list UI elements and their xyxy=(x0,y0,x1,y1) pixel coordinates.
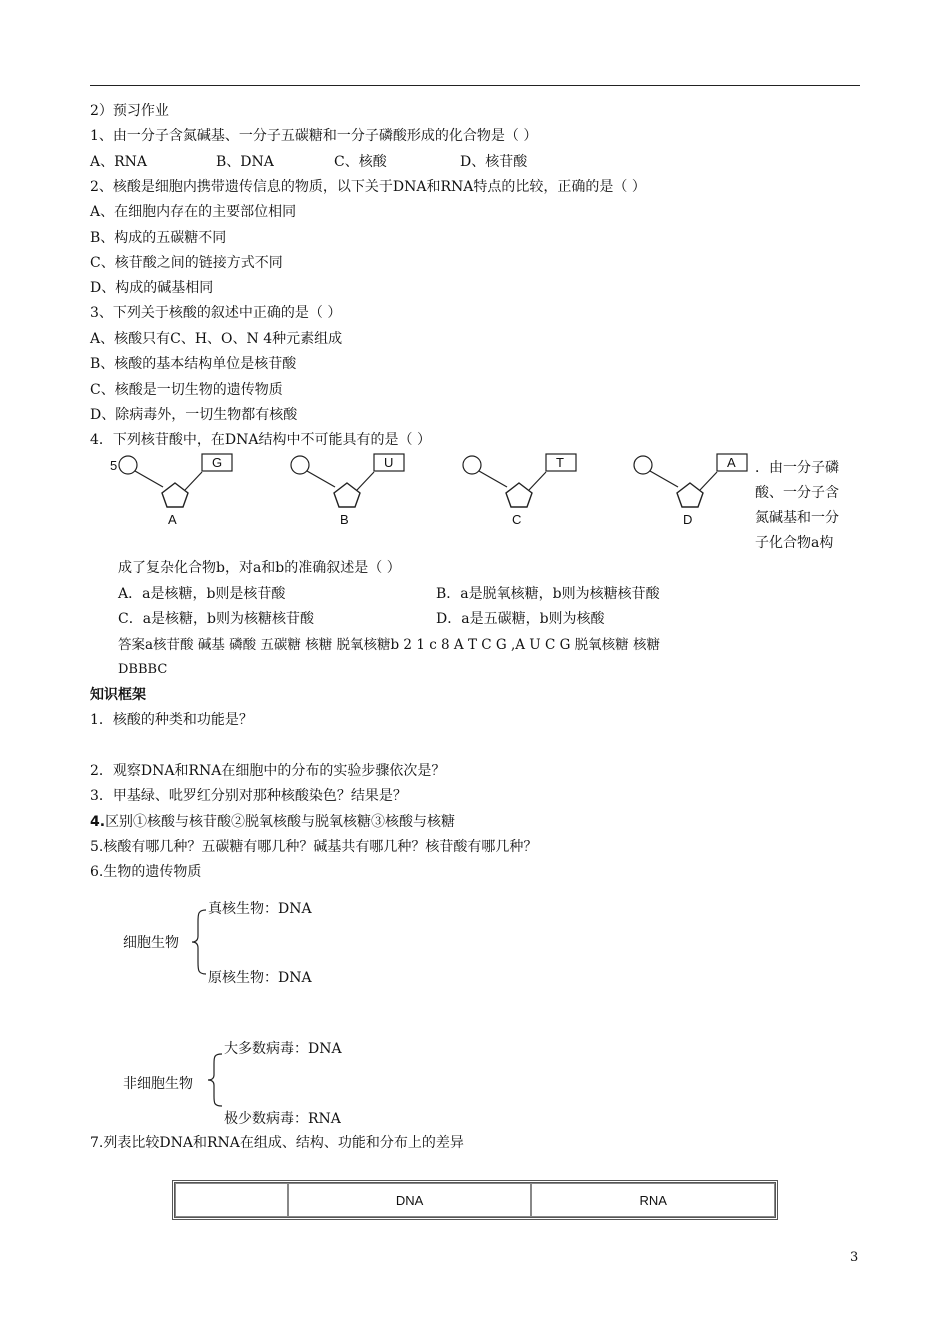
nucleotide-structure-c xyxy=(462,452,592,532)
nucleotide-structure-d xyxy=(633,452,763,532)
base-label-c: T xyxy=(556,455,564,470)
q1-option-b: B、DNA xyxy=(216,154,274,170)
base-label-b: U xyxy=(384,455,394,470)
structure-caption-b: B xyxy=(340,512,349,527)
q5-option-a: A．a是核糖，b则是核苷酸 xyxy=(118,586,286,602)
framework-item-4-text: 区别①核酸与核苷酸②脱氧核酸与脱氧核糖③核酸与核糖 xyxy=(105,814,456,830)
question-2-stem: 2、核酸是细胞内携带遗传信息的物质，以下关于DNA和RNA特点的比较，正确的是（ ） xyxy=(90,179,646,195)
q5-option-b: B．a是脱氧核糖，b则为核糖核苷酸 xyxy=(436,586,660,602)
question-4-stem: 4．下列核苷酸中，在DNA结构中不可能具有的是（ ） xyxy=(90,432,431,448)
q2-option-a: A、在细胞内存在的主要部位相同 xyxy=(90,204,297,220)
base-label-a: G xyxy=(212,455,223,470)
framework-item-4-number: 4. xyxy=(90,814,106,830)
nucleotide-structure-b xyxy=(290,452,420,532)
framework-item-7: 7.列表比较DNA和RNA在组成、结构、功能和分布上的差异 xyxy=(90,1135,464,1151)
question-5-stem: 成了复杂化合物b，对a和b的准确叙述是（ ） xyxy=(118,560,401,576)
eukaryote-label: 真核生物：DNA xyxy=(208,901,312,917)
answer-key-line-1: 答案a核苷酸 碱基 磷酸 五碳糖 核糖 脱氧核糖b 2 1 c 8 A T C G ,A U C G 脱氧核糖 核糖 xyxy=(118,637,660,653)
framework-item-4 xyxy=(90,812,455,832)
side-text-line: 子化合物a构 xyxy=(755,535,834,551)
answer-key-line-2: DBBBC xyxy=(118,662,168,677)
q3-option-a: A、核酸只有C、H、O、N 4种元素组成 xyxy=(90,331,343,347)
most-viruses-label: 大多数病毒：DNA xyxy=(224,1041,342,1057)
noncellular-organisms-label: 非细胞生物 xyxy=(123,1076,193,1092)
nucleotide-diagram-c xyxy=(462,452,582,512)
side-text-line: ．由一分子磷 xyxy=(755,460,839,476)
framework-item-2: 2．观察DNA和RNA在细胞中的分布的实验步骤依次是？ xyxy=(90,763,446,779)
q3-option-d: D、除病毒外，一切生物都有核酸 xyxy=(90,407,298,423)
section-heading-preview: 2）预习作业 xyxy=(90,103,169,119)
q2-option-b: B、构成的五碳糖不同 xyxy=(90,230,227,246)
structure-caption-a: A xyxy=(168,512,177,527)
q3-option-c: C、核酸是一切生物的遗传物质 xyxy=(90,382,283,398)
question-3-stem: 3、下列关于核酸的叙述中正确的是（ ） xyxy=(90,305,342,321)
cellular-organisms-label: 细胞生物 xyxy=(123,935,179,951)
header-rule xyxy=(90,85,860,86)
question-1-stem: 1、由一分子含氮碱基、一分子五碳糖和一分子磷酸形成的化合物是（ ） xyxy=(90,128,538,144)
structure-caption-d: D xyxy=(683,512,693,527)
q1-option-a: A、RNA xyxy=(90,154,148,170)
side-text-line: 氮碱基和一分 xyxy=(755,510,839,526)
question-5-side-text xyxy=(755,456,860,556)
q5-option-c: C．a是核糖，b则为核糖核苷酸 xyxy=(118,611,315,627)
table-header-cell: DNA xyxy=(288,1183,532,1217)
q4-prefix-number: 5 xyxy=(110,458,118,473)
prokaryote-label: 原核生物：DNA xyxy=(208,970,312,986)
framework-item-3: 3．甲基绿、吡罗红分别对那种核酸染色？结果是？ xyxy=(90,788,407,804)
q2-option-c: C、核苷酸之间的链接方式不同 xyxy=(90,255,283,271)
curly-brace-icon xyxy=(206,1052,226,1108)
framework-item-6: 6.生物的遗传物质 xyxy=(90,864,202,880)
side-text-line: 酸、一分子含 xyxy=(755,485,839,501)
table-header-cell xyxy=(175,1183,288,1217)
q5-option-d: D．a是五碳糖，b则为核酸 xyxy=(436,611,605,627)
q3-option-b: B、核酸的基本结构单位是核苷酸 xyxy=(90,356,297,372)
table-header-cell: RNA xyxy=(531,1183,775,1217)
table-row xyxy=(175,1183,775,1217)
few-viruses-label: 极少数病毒：RNA xyxy=(224,1111,341,1127)
q1-option-c: C、核酸 xyxy=(334,154,387,170)
curly-brace-icon xyxy=(190,908,210,976)
nucleotide-structure-a xyxy=(118,452,248,532)
q1-option-d: D、核苷酸 xyxy=(460,154,528,170)
page-number: 3 xyxy=(850,1250,859,1265)
base-label-d: A xyxy=(727,455,736,470)
dna-rna-comparison-table xyxy=(172,1180,778,1220)
framework-item-1: 1．核酸的种类和功能是？ xyxy=(90,712,253,728)
framework-item-5: 5.核酸有哪几种？五碳糖有哪几种？碱基共有哪几种？核苷酸有哪几种？ xyxy=(90,839,538,855)
q2-option-d: D、构成的碱基相同 xyxy=(90,280,214,296)
section-heading-framework: 知识框架 xyxy=(90,687,146,703)
structure-caption-c: C xyxy=(512,512,522,527)
